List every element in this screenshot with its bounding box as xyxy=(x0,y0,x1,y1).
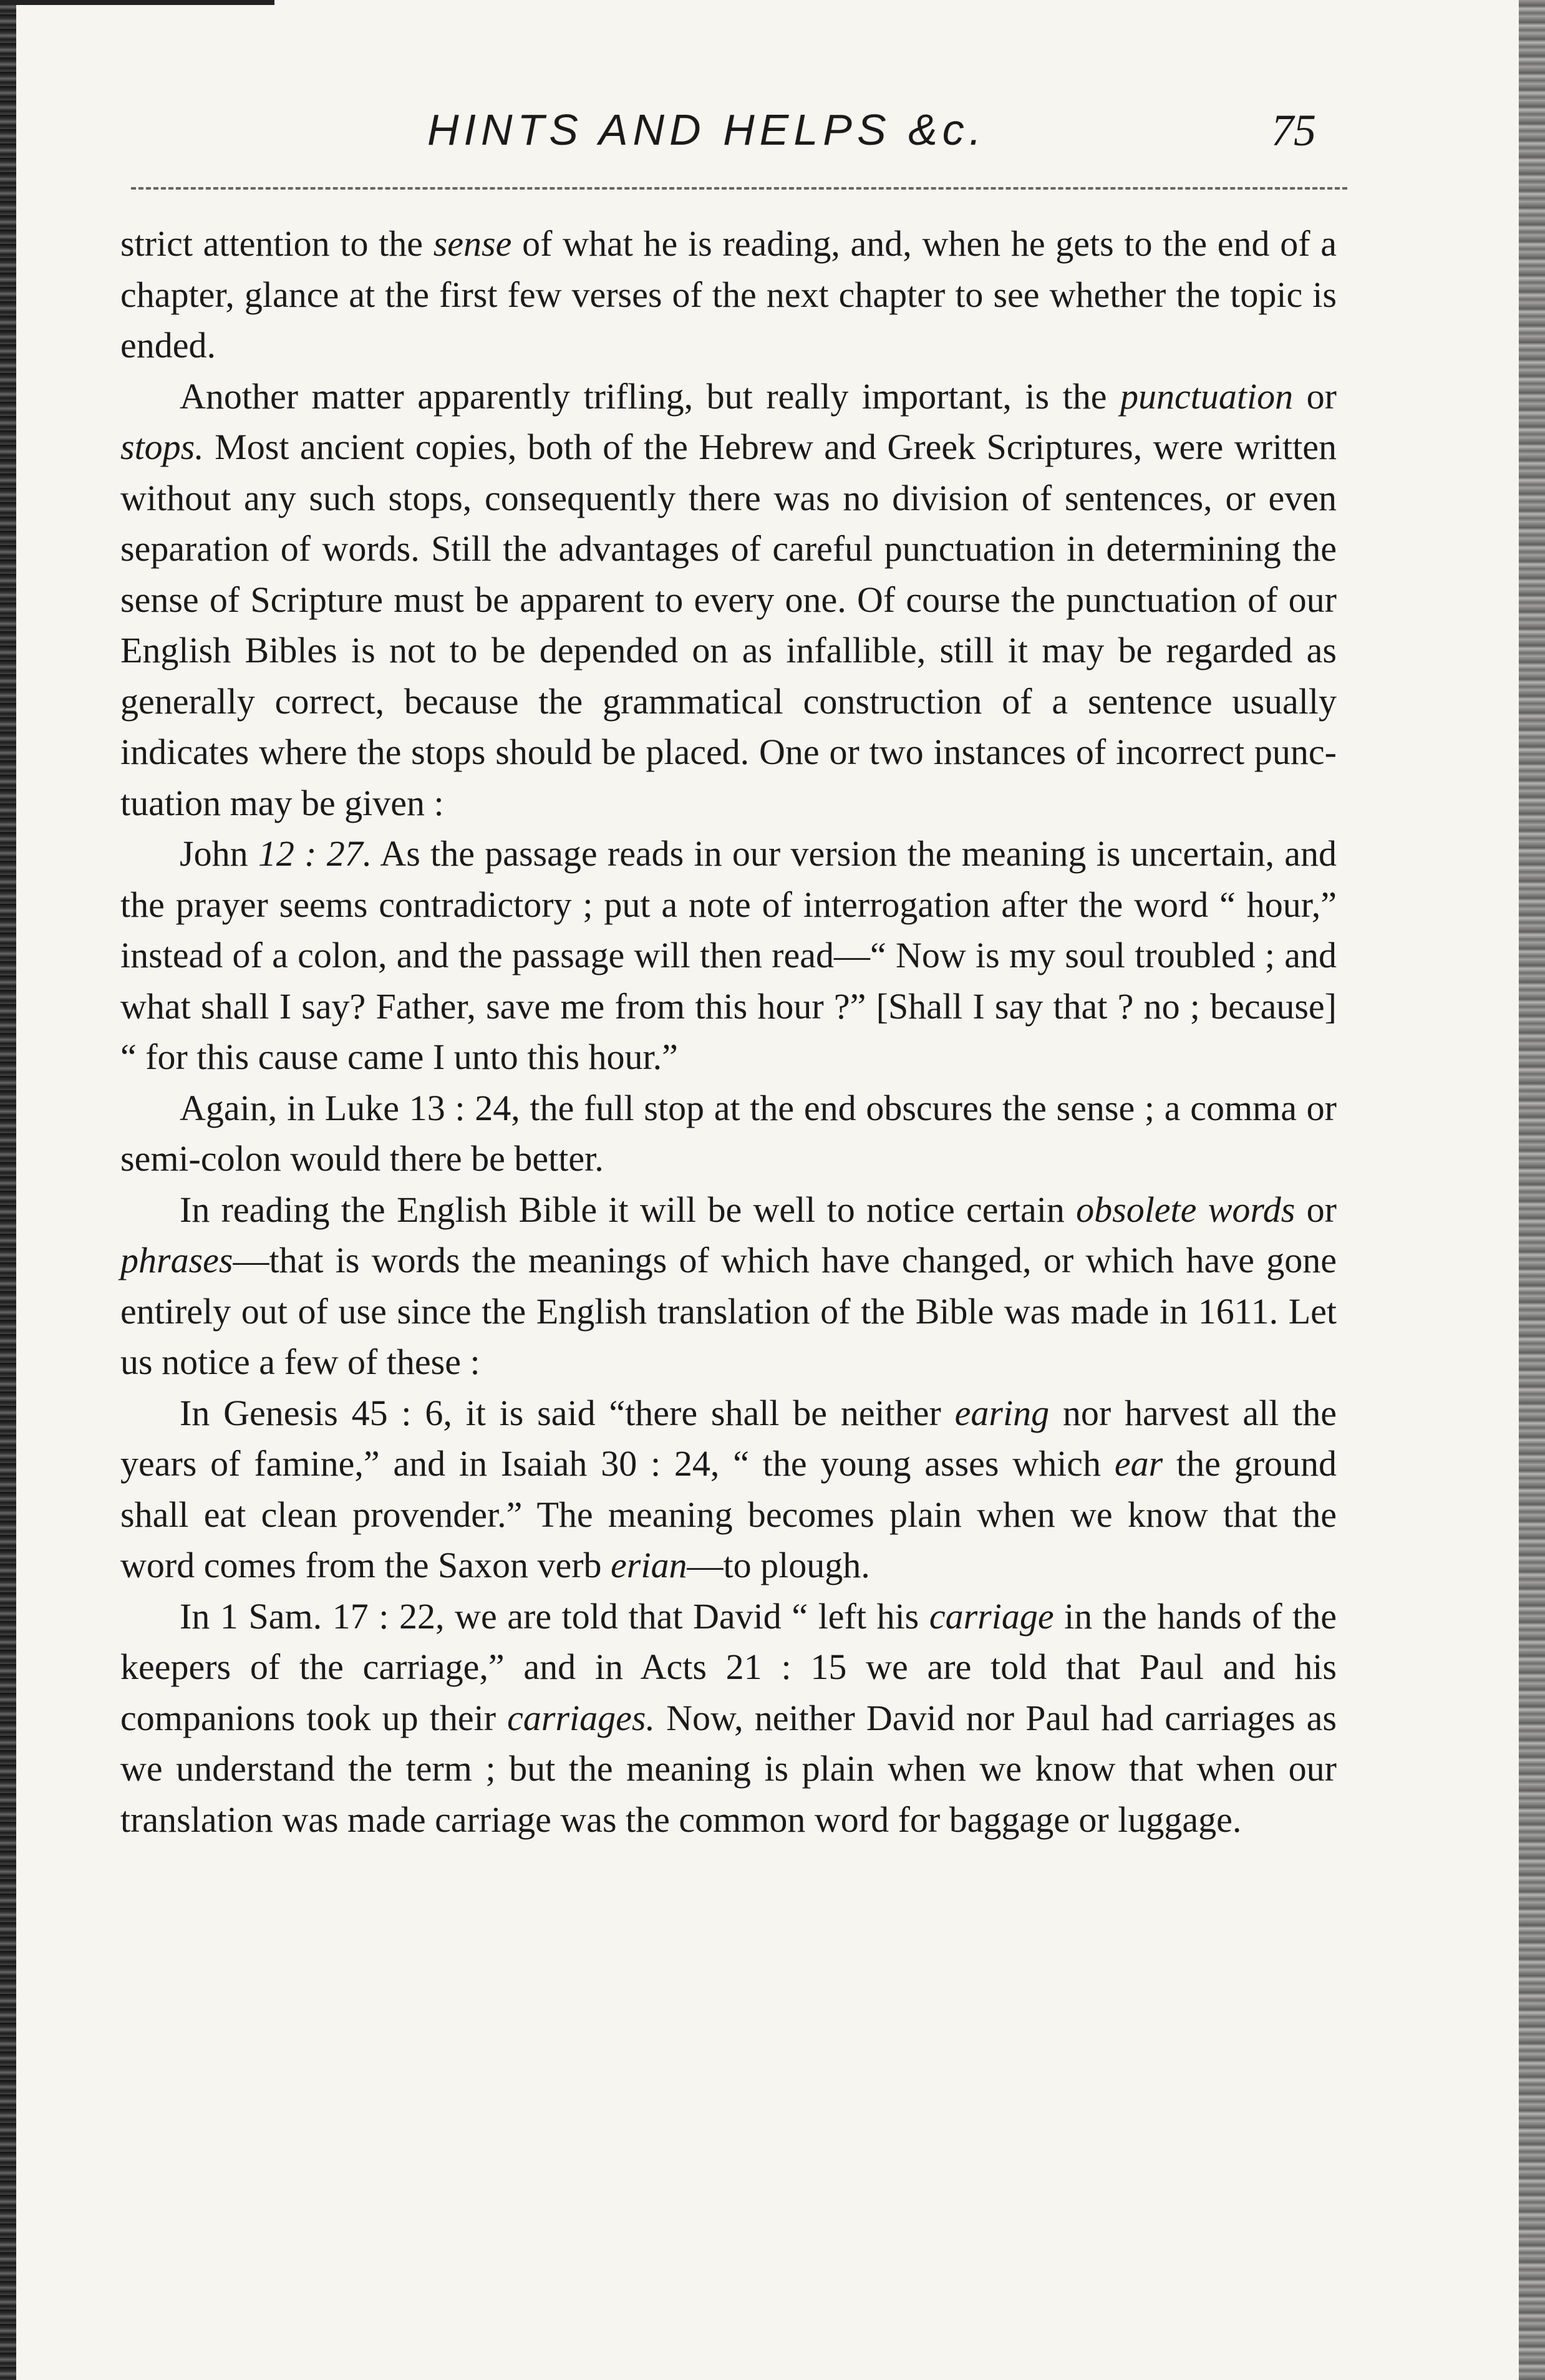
italic-term: punctuation xyxy=(1120,375,1294,417)
paragraph-p1 xyxy=(120,218,1337,371)
paragraph-p7 xyxy=(120,1591,1337,1845)
italic-term: earing xyxy=(954,1392,1050,1433)
page-binding-edge xyxy=(0,0,16,2380)
running-head-title: HINTS AND HELPS &c. xyxy=(427,105,987,154)
italic-term: stops. xyxy=(120,427,204,467)
text-run: or xyxy=(1293,375,1337,417)
italic-term: carriage xyxy=(929,1595,1054,1637)
italic-term: obsolete words xyxy=(1076,1189,1296,1230)
paragraph-p6 xyxy=(120,1388,1337,1591)
text-run: Again, in Luke 13 : 24, the full stop at the end obscures the sense ; a comma or semi-colon would there be better. xyxy=(120,1087,1337,1179)
text-run: In reading the English Bible it will be well to notice certain xyxy=(180,1189,1077,1230)
text-run: strict attention to the xyxy=(120,223,433,264)
top-scan-rule xyxy=(0,0,274,5)
paragraph-p3 xyxy=(120,828,1337,1083)
text-run: In 1 Sam. 17 : 22, we are told that David “ left his xyxy=(180,1595,929,1637)
text-run: Most ancient copies, both of the Hebrew and Greek Scriptures, were written without any such stops, consequently there was no division of sentences, or even separation of words. Still the advantages of careful punctuation in determining the sense of Scripture must be apparent to every one. Of course the punctuation of our English Bibles is not to be depended on as infallible, still it may be regarded as generally correct, because the grammatical construction of a sentence usually indicates where the stops should be placed. One or two instances of incorrect punctuation may be given : xyxy=(120,427,1337,823)
paragraph-p2 xyxy=(120,371,1337,829)
text-run: John xyxy=(180,833,258,874)
paragraph-p4 xyxy=(120,1083,1337,1184)
text-run: In Genesis 45 : 6, it is said “there shall be neither xyxy=(180,1392,955,1433)
paragraph-p5 xyxy=(120,1184,1337,1388)
text-run: the ground shall eat clean provender.” The meaning becomes plain when we know that the word comes from the Saxon verb xyxy=(120,1443,1337,1585)
header-rule xyxy=(131,187,1347,190)
page-fore-edge xyxy=(1519,0,1545,2380)
text-run: —to plough. xyxy=(687,1545,870,1585)
text-run: or xyxy=(1295,1189,1337,1230)
text-run: —that is words the meanings of which have changed, or which have gone entirely out of use since the English translation of the Bible was made in 1611. Let us notice a few of these : xyxy=(120,1240,1337,1382)
italic-term: erian xyxy=(611,1545,687,1585)
text-run: Another matter apparently trifling, but really important, is the xyxy=(180,375,1121,417)
body-text xyxy=(120,218,1337,1845)
page-number: 75 xyxy=(1271,105,1316,155)
text-run: Now, neither David nor Paul had carriages as we understand the term ; but the meaning is plain when we know that when our translation was made carriage was the common word for baggage or luggage. xyxy=(120,1697,1337,1840)
text-run: of what he is reading, and, when he gets to the end of a chapter, glance at the first few verses of the next chapter to see whether the topic is ended. xyxy=(120,223,1337,365)
italic-term: phrases xyxy=(120,1240,233,1280)
italic-term: sense xyxy=(433,223,512,264)
text-run: As the passage reads in our version the meaning is uncertain, and the prayer seems contradictory ; put a note of interrogation after the word “ hour,” instead of a colon, and the passage will then read—“ Now is my soul troubled ; and what shall I say? Father, save me from this hour ?” [Shall I say that ? no ; because] “ for this cause came I unto this hour.” xyxy=(120,833,1337,1077)
text-run: nor harvest all the years of famine,” and in Isaiah 30 : 24, “ the young asses which xyxy=(120,1392,1337,1484)
italic-term: 12 : 27. xyxy=(258,833,372,874)
running-head xyxy=(0,105,1545,161)
text-run: in the hands of the keepers of the carriage,” and in Acts 21 : 15 we are told that Paul and his companions took up their xyxy=(120,1595,1337,1738)
italic-term: ear xyxy=(1114,1443,1163,1484)
italic-term: carriages. xyxy=(507,1697,655,1738)
